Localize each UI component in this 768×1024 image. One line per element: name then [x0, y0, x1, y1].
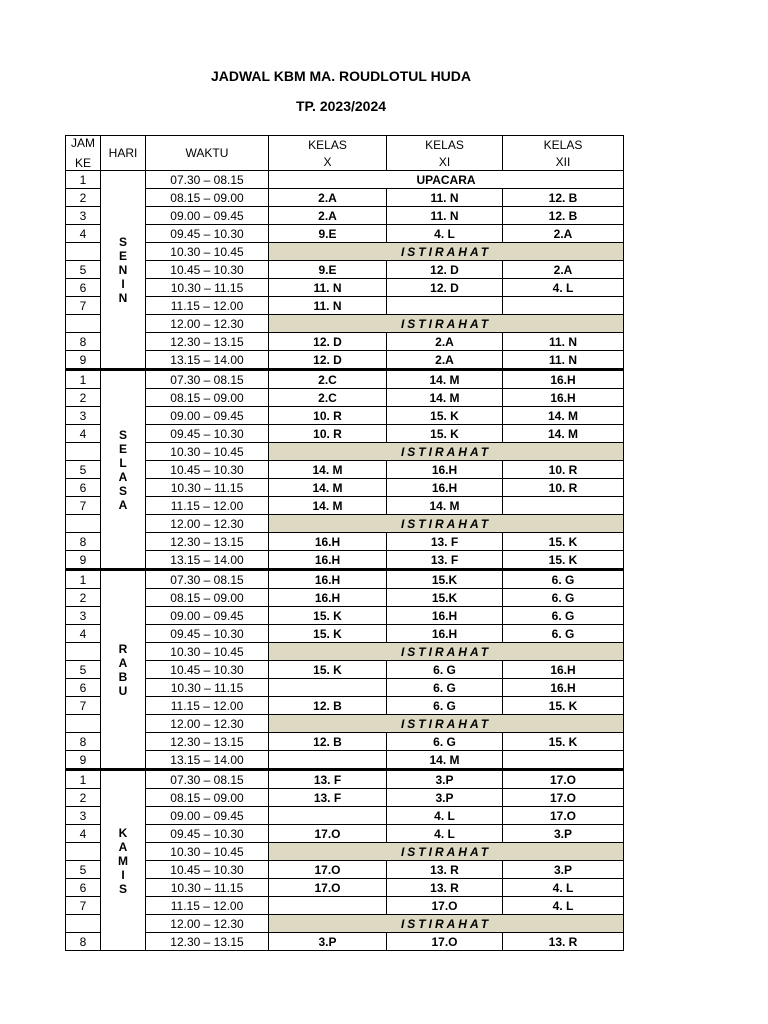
jam-cell: 6: [66, 279, 101, 297]
table-row: [66, 643, 624, 661]
kelas-xii-cell: 13. R: [503, 933, 624, 951]
waktu-cell: 13.15 – 14.00: [146, 551, 269, 570]
waktu-cell: 07.30 – 08.15: [146, 770, 269, 789]
jam-cell: 2: [66, 589, 101, 607]
kelas-xi-cell: 17.O: [387, 933, 503, 951]
kelas-x-cell: 11. N: [269, 279, 387, 297]
kelas-xi-cell: 14. M: [387, 751, 503, 770]
kelas-xii-cell: 14. M: [503, 407, 624, 425]
header-xi: XI: [387, 153, 503, 171]
kelas-x-cell: 17.O: [269, 879, 387, 897]
waktu-cell: 10.45 – 10.30: [146, 661, 269, 679]
kelas-xii-cell: 10. R: [503, 479, 624, 497]
kelas-x-cell: 16.H: [269, 589, 387, 607]
document-subtitle: TP. 2023/2024: [295, 98, 387, 114]
kelas-xii-cell: 12. B: [503, 189, 624, 207]
table-row: [66, 825, 624, 843]
kelas-xii-cell: 3.P: [503, 861, 624, 879]
jam-cell: 3: [66, 407, 101, 425]
table-row: [66, 171, 624, 189]
kelas-xii-cell: 11. N: [503, 333, 624, 351]
kelas-x-cell: 15. K: [269, 661, 387, 679]
kelas-xi-cell: 14. M: [387, 389, 503, 407]
day-name: S E L A S A: [118, 427, 128, 512]
waktu-cell: 09.00 – 09.45: [146, 207, 269, 225]
kelas-xii-cell: 10. R: [503, 461, 624, 479]
istirahat-cell: ISTIRAHAT: [269, 915, 624, 933]
jam-cell: 4: [66, 425, 101, 443]
waktu-cell: 11.15 – 12.00: [146, 297, 269, 315]
day-name: S E N I N: [118, 234, 128, 305]
kelas-xii-cell: 16.H: [503, 661, 624, 679]
kelas-x-cell: 12. D: [269, 351, 387, 370]
waktu-cell: 08.15 – 09.00: [146, 789, 269, 807]
kelas-x-cell: 16.H: [269, 570, 387, 589]
waktu-cell: 10.30 – 11.15: [146, 879, 269, 897]
kelas-xii-cell: 6. G: [503, 589, 624, 607]
table-row: [66, 497, 624, 515]
kelas-x-cell: 14. M: [269, 497, 387, 515]
table-row: [66, 751, 624, 770]
waktu-cell: 08.15 – 09.00: [146, 589, 269, 607]
table-row: [66, 351, 624, 370]
kelas-x-cell: 9.E: [269, 261, 387, 279]
table-row: [66, 261, 624, 279]
jam-cell: 1: [66, 171, 101, 189]
day-name: R A B U: [118, 641, 128, 698]
jam-cell: 4: [66, 225, 101, 243]
table-row: [66, 733, 624, 751]
kelas-x-cell: 12. B: [269, 733, 387, 751]
istirahat-cell: ISTIRAHAT: [269, 715, 624, 733]
kelas-xi-cell: 12. D: [387, 279, 503, 297]
kelas-xii-cell: 15. K: [503, 733, 624, 751]
waktu-cell: 10.30 – 10.45: [146, 243, 269, 261]
waktu-cell: 13.15 – 14.00: [146, 351, 269, 370]
header-hari: HARI: [101, 136, 146, 171]
kelas-xi-cell: 14. M: [387, 497, 503, 515]
kelas-xi-cell: 6. G: [387, 661, 503, 679]
table-row: [66, 915, 624, 933]
header-x: X: [269, 153, 387, 171]
jam-cell: [66, 843, 101, 861]
waktu-cell: 10.30 – 10.45: [146, 643, 269, 661]
waktu-cell: 12.30 – 13.15: [146, 733, 269, 751]
jam-cell: 7: [66, 697, 101, 715]
table-row: [66, 243, 624, 261]
day-name: K A M I S: [118, 825, 128, 896]
table-row: [66, 879, 624, 897]
table-row: [66, 607, 624, 625]
jam-cell: 1: [66, 570, 101, 589]
jam-cell: [66, 443, 101, 461]
kelas-x-cell: [269, 679, 387, 697]
kelas-xii-cell: [503, 751, 624, 770]
kelas-x-cell: 15. K: [269, 625, 387, 643]
waktu-cell: 08.15 – 09.00: [146, 189, 269, 207]
day-label: [101, 370, 146, 570]
waktu-cell: 10.30 – 11.15: [146, 279, 269, 297]
table-row: [66, 789, 624, 807]
jam-cell: [66, 515, 101, 533]
kelas-xi-cell: 13. F: [387, 533, 503, 551]
table-row: [66, 807, 624, 825]
kelas-xi-cell: 16.H: [387, 461, 503, 479]
table-row: [66, 189, 624, 207]
waktu-cell: 11.15 – 12.00: [146, 697, 269, 715]
kelas-xi-cell: 2.A: [387, 333, 503, 351]
kelas-xi-cell: 13. F: [387, 551, 503, 570]
table-row: [66, 297, 624, 315]
jam-cell: 3: [66, 207, 101, 225]
table-row: [66, 589, 624, 607]
table-row: [66, 897, 624, 915]
table-row: [66, 843, 624, 861]
day-label: [101, 770, 146, 951]
kelas-x-cell: 11. N: [269, 297, 387, 315]
kelas-xii-cell: [503, 297, 624, 315]
waktu-cell: 12.00 – 12.30: [146, 915, 269, 933]
istirahat-cell: ISTIRAHAT: [269, 243, 624, 261]
kelas-xi-cell: 6. G: [387, 733, 503, 751]
waktu-cell: 12.30 – 13.15: [146, 933, 269, 951]
day-label: [101, 570, 146, 770]
kelas-x-cell: 9.E: [269, 225, 387, 243]
kelas-xi-cell: 13. R: [387, 879, 503, 897]
jam-cell: 2: [66, 389, 101, 407]
kelas-xii-cell: 15. K: [503, 551, 624, 570]
kelas-xii-cell: 14. M: [503, 425, 624, 443]
kelas-x-cell: 2.A: [269, 189, 387, 207]
jam-cell: 3: [66, 607, 101, 625]
kelas-x-cell: [269, 807, 387, 825]
kelas-xi-cell: 4. L: [387, 825, 503, 843]
table-row: [66, 515, 624, 533]
waktu-cell: 10.45 – 10.30: [146, 261, 269, 279]
waktu-cell: 10.30 – 10.45: [146, 443, 269, 461]
waktu-cell: 09.45 – 10.30: [146, 225, 269, 243]
kelas-x-cell: 16.H: [269, 551, 387, 570]
jam-cell: 1: [66, 370, 101, 389]
kelas-xii-cell: 17.O: [503, 789, 624, 807]
jam-cell: 5: [66, 261, 101, 279]
waktu-cell: 09.45 – 10.30: [146, 825, 269, 843]
jam-cell: 2: [66, 789, 101, 807]
table-row: [66, 661, 624, 679]
jam-cell: 7: [66, 297, 101, 315]
kelas-xii-cell: 16.H: [503, 370, 624, 389]
waktu-cell: 08.15 – 09.00: [146, 389, 269, 407]
kelas-xii-cell: 4. L: [503, 879, 624, 897]
document-title: JADWAL KBM MA. ROUDLOTUL HUDA: [210, 68, 472, 84]
jam-cell: [66, 243, 101, 261]
waktu-cell: 10.45 – 10.30: [146, 861, 269, 879]
jam-cell: 9: [66, 751, 101, 770]
kelas-x-cell: 17.O: [269, 861, 387, 879]
table-row: [66, 225, 624, 243]
header-kelas-xii: KELAS: [503, 136, 624, 154]
kelas-xii-cell: 17.O: [503, 770, 624, 789]
kelas-x-cell: 17.O: [269, 825, 387, 843]
waktu-cell: 07.30 – 08.15: [146, 370, 269, 389]
waktu-cell: 12.30 – 13.15: [146, 533, 269, 551]
day-label: [101, 171, 146, 370]
kelas-xi-cell: 3.P: [387, 770, 503, 789]
kelas-xi-cell: 17.O: [387, 897, 503, 915]
jam-cell: 9: [66, 551, 101, 570]
table-row: [66, 933, 624, 951]
header-row-1: [66, 136, 624, 154]
waktu-cell: 10.30 – 11.15: [146, 479, 269, 497]
kelas-x-cell: 3.P: [269, 933, 387, 951]
kelas-xi-cell: 6. G: [387, 697, 503, 715]
kelas-x-cell: 14. M: [269, 461, 387, 479]
kelas-xi-cell: 4. L: [387, 225, 503, 243]
jam-cell: 6: [66, 879, 101, 897]
header-jam-bottom: KE: [74, 156, 91, 170]
istirahat-cell: ISTIRAHAT: [269, 443, 624, 461]
kelas-xii-cell: 4. L: [503, 279, 624, 297]
kelas-xi-cell: 4. L: [387, 807, 503, 825]
waktu-cell: 12.00 – 12.30: [146, 515, 269, 533]
table-row: [66, 207, 624, 225]
kelas-xi-cell: 13. R: [387, 861, 503, 879]
kelas-xi-cell: 15.K: [387, 589, 503, 607]
kelas-xii-cell: 2.A: [503, 225, 624, 243]
header-jam: [66, 136, 101, 171]
jam-cell: [66, 643, 101, 661]
jam-cell: 7: [66, 897, 101, 915]
kelas-xi-cell: 3.P: [387, 789, 503, 807]
table-row: [66, 679, 624, 697]
kelas-x-cell: 16.H: [269, 533, 387, 551]
istirahat-cell: ISTIRAHAT: [269, 643, 624, 661]
header-kelas-x: KELAS: [269, 136, 387, 154]
kelas-xi-cell: 11. N: [387, 207, 503, 225]
waktu-cell: 12.00 – 12.30: [146, 315, 269, 333]
table-row: [66, 425, 624, 443]
schedule-table: [65, 135, 624, 951]
table-row: [66, 315, 624, 333]
waktu-cell: 07.30 – 08.15: [146, 171, 269, 189]
kelas-xii-cell: 12. B: [503, 207, 624, 225]
header-waktu: WAKTU: [146, 136, 269, 171]
jam-cell: 5: [66, 661, 101, 679]
waktu-cell: 09.45 – 10.30: [146, 625, 269, 643]
kelas-xi-cell: 15. K: [387, 425, 503, 443]
waktu-cell: 12.00 – 12.30: [146, 715, 269, 733]
kelas-xi-cell: 2.A: [387, 351, 503, 370]
kelas-xi-cell: 16.H: [387, 607, 503, 625]
table-row: [66, 479, 624, 497]
table-row: [66, 861, 624, 879]
table-row: [66, 551, 624, 570]
waktu-cell: 09.00 – 09.45: [146, 407, 269, 425]
jam-cell: 5: [66, 461, 101, 479]
kelas-x-cell: 2.A: [269, 207, 387, 225]
waktu-cell: 07.30 – 08.15: [146, 570, 269, 589]
kelas-xii-cell: [503, 497, 624, 515]
waktu-cell: 12.30 – 13.15: [146, 333, 269, 351]
table-row: [66, 461, 624, 479]
jam-cell: 5: [66, 861, 101, 879]
kelas-x-cell: 2.C: [269, 370, 387, 389]
jam-cell: 2: [66, 189, 101, 207]
kelas-x-cell: 15. K: [269, 607, 387, 625]
kelas-xi-cell: [387, 297, 503, 315]
jam-cell: 3: [66, 807, 101, 825]
kelas-xii-cell: 3.P: [503, 825, 624, 843]
kelas-xii-cell: 16.H: [503, 389, 624, 407]
istirahat-cell: ISTIRAHAT: [269, 515, 624, 533]
kelas-x-cell: 12. B: [269, 697, 387, 715]
schedule-body: [66, 136, 624, 951]
kelas-x-cell: 10. R: [269, 425, 387, 443]
table-row: [66, 570, 624, 589]
waktu-cell: 10.45 – 10.30: [146, 461, 269, 479]
kelas-x-cell: 12. D: [269, 333, 387, 351]
table-row: [66, 443, 624, 461]
istirahat-cell: ISTIRAHAT: [269, 315, 624, 333]
jam-cell: 4: [66, 625, 101, 643]
jam-cell: 7: [66, 497, 101, 515]
waktu-cell: 13.15 – 14.00: [146, 751, 269, 770]
kelas-xi-cell: 16.H: [387, 625, 503, 643]
header-xii: XII: [503, 153, 624, 171]
kelas-xi-cell: 11. N: [387, 189, 503, 207]
jam-cell: 6: [66, 479, 101, 497]
jam-cell: [66, 915, 101, 933]
jam-cell: [66, 715, 101, 733]
jam-cell: 9: [66, 351, 101, 370]
waktu-cell: 09.45 – 10.30: [146, 425, 269, 443]
jam-cell: 1: [66, 770, 101, 789]
kelas-x-cell: 2.C: [269, 389, 387, 407]
table-row: [66, 625, 624, 643]
jam-cell: 8: [66, 733, 101, 751]
kelas-x-cell: [269, 897, 387, 915]
kelas-x-cell: 10. R: [269, 407, 387, 425]
header-jam-top: JAM: [71, 136, 95, 150]
table-row: [66, 770, 624, 789]
table-row: [66, 279, 624, 297]
kelas-xi-cell: 15.K: [387, 570, 503, 589]
waktu-cell: 11.15 – 12.00: [146, 497, 269, 515]
kelas-xii-cell: 6. G: [503, 625, 624, 643]
jam-cell: 8: [66, 333, 101, 351]
kelas-xi-cell: 6. G: [387, 679, 503, 697]
table-row: [66, 370, 624, 389]
jam-cell: 8: [66, 933, 101, 951]
kelas-xii-cell: 17.O: [503, 807, 624, 825]
kelas-xii-cell: 2.A: [503, 261, 624, 279]
jam-cell: 4: [66, 825, 101, 843]
kelas-x-cell: 13. F: [269, 789, 387, 807]
kelas-xii-cell: 15. K: [503, 697, 624, 715]
table-row: [66, 407, 624, 425]
kelas-x-cell: [269, 751, 387, 770]
kelas-xi-cell: 16.H: [387, 479, 503, 497]
kelas-x-cell: 14. M: [269, 479, 387, 497]
kelas-xi-cell: 14. M: [387, 370, 503, 389]
kelas-xii-cell: 15. K: [503, 533, 624, 551]
waktu-cell: 10.30 – 10.45: [146, 843, 269, 861]
jam-cell: 6: [66, 679, 101, 697]
waktu-cell: 09.00 – 09.45: [146, 807, 269, 825]
header-kelas-xi: KELAS: [387, 136, 503, 154]
kelas-xii-cell: 6. G: [503, 570, 624, 589]
kelas-xii-cell: 11. N: [503, 351, 624, 370]
table-row: [66, 333, 624, 351]
table-row: [66, 389, 624, 407]
kelas-xi-cell: 15. K: [387, 407, 503, 425]
table-row: [66, 697, 624, 715]
kelas-xii-cell: 4. L: [503, 897, 624, 915]
jam-cell: [66, 315, 101, 333]
jam-cell: 8: [66, 533, 101, 551]
kelas-xii-cell: 16.H: [503, 679, 624, 697]
waktu-cell: 11.15 – 12.00: [146, 897, 269, 915]
istirahat-cell: ISTIRAHAT: [269, 843, 624, 861]
table-row: [66, 533, 624, 551]
upacara-cell: UPACARA: [269, 171, 624, 189]
kelas-xii-cell: 6. G: [503, 607, 624, 625]
waktu-cell: 10.30 – 11.15: [146, 679, 269, 697]
kelas-xi-cell: 12. D: [387, 261, 503, 279]
kelas-x-cell: 13. F: [269, 770, 387, 789]
table-row: [66, 715, 624, 733]
waktu-cell: 09.00 – 09.45: [146, 607, 269, 625]
